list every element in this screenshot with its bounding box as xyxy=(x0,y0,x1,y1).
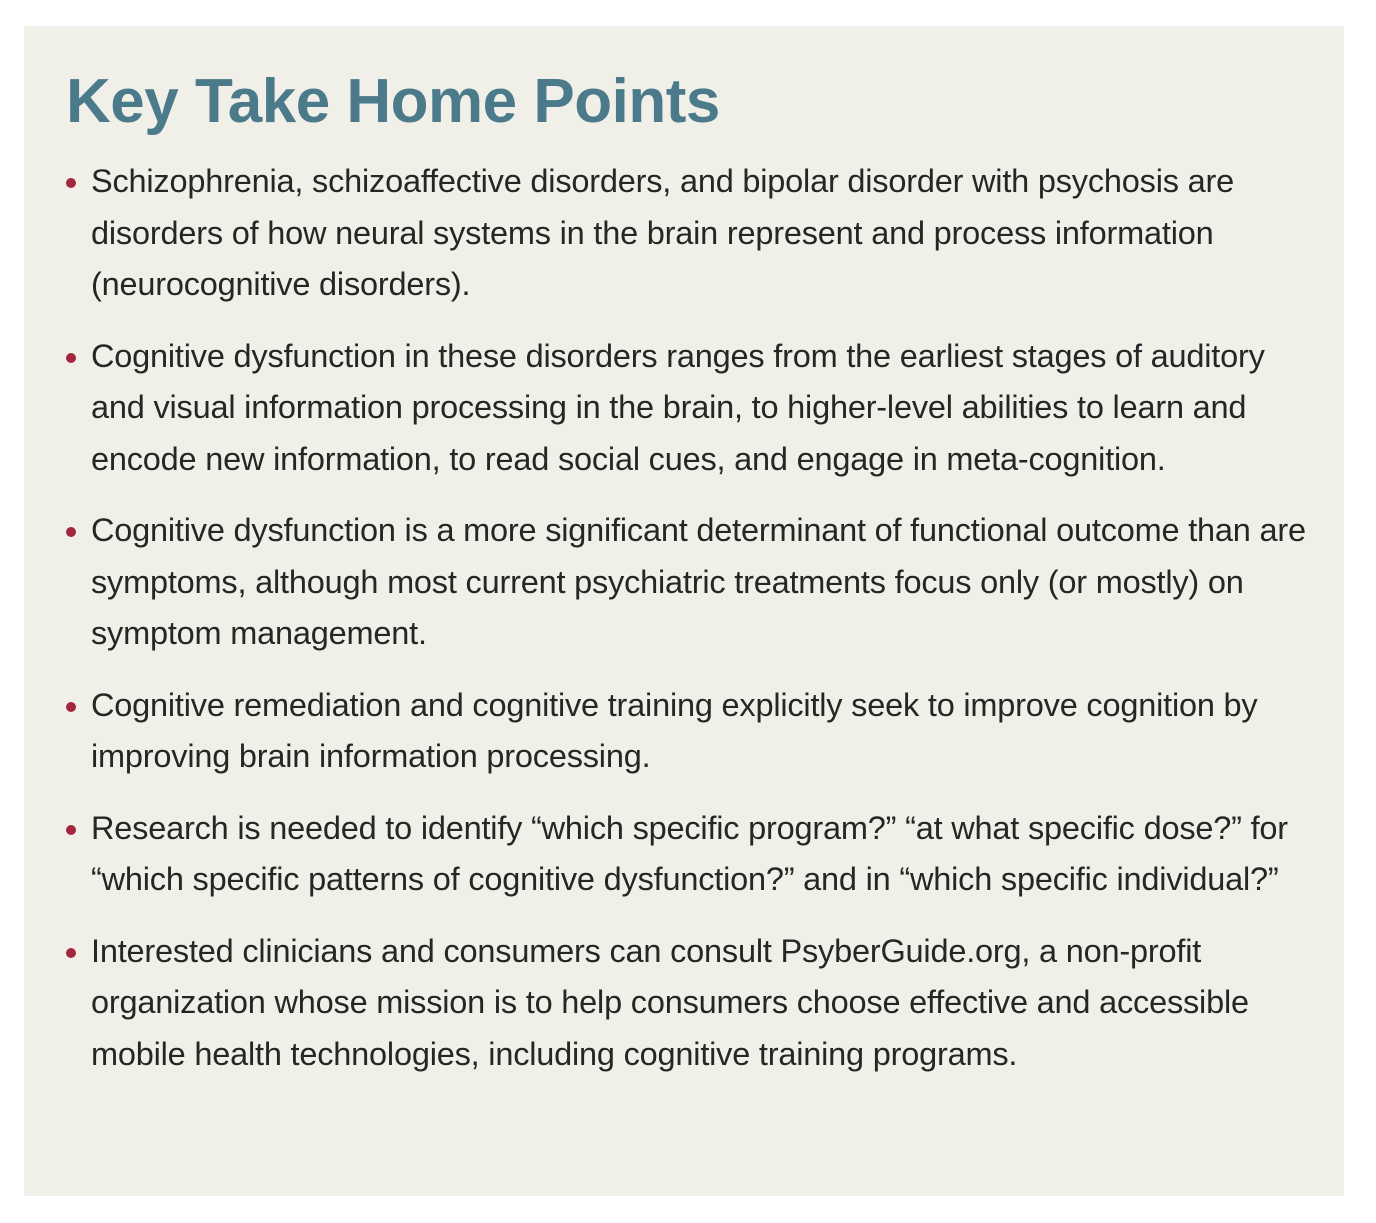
list-item xyxy=(66,803,1308,906)
bullet-icon xyxy=(66,353,76,363)
bullet-icon xyxy=(66,948,76,958)
key-points-list xyxy=(66,156,1308,1080)
panel-title: Key Take Home Points xyxy=(66,67,720,136)
list-item-text: Cognitive remediation and cognitive training explicitly seek to improve cognition by improving brain information processing. xyxy=(91,686,1258,774)
list-item-text: Cognitive dysfunction is a more significant determinant of functional outcome than are symptoms, although most current psychiatric treatments focus only (or mostly) on symptom management. xyxy=(91,512,1306,651)
bullet-icon xyxy=(66,527,76,537)
list-item-text: Research is needed to identify “which specific program?” “at what specific dose?” for “which specific patterns of cognitive dysfunction?” and in “which specific individual?” xyxy=(91,809,1288,897)
list-item xyxy=(66,505,1308,660)
list-item-text: Cognitive dysfunction in these disorders ranges from the earliest stages of auditory and visual information processing in the brain, to higher-level abilities to learn and encode new information, to read social cues, and engage in meta-cognition. xyxy=(91,337,1265,477)
list-item xyxy=(66,926,1308,1081)
bullet-icon xyxy=(66,702,76,712)
list-item-text: Schizophrenia, schizoaffective disorders, and bipolar disorder with psychosis are disorders of how neural systems in the brain represent and process information (neurocognitive disorders). xyxy=(91,163,1234,302)
list-item xyxy=(66,331,1308,486)
list-item xyxy=(66,680,1308,783)
key-points-panel xyxy=(24,26,1344,1196)
bullet-icon xyxy=(66,825,76,835)
bullet-icon xyxy=(66,178,76,188)
list-item-text: Interested clinicians and consumers can consult PsyberGuide.org, a non-profit organization whose mission is to help consumers choose effective and accessible mobile health technologies, including cognitive training programs. xyxy=(91,932,1249,1072)
list-item xyxy=(66,156,1308,311)
